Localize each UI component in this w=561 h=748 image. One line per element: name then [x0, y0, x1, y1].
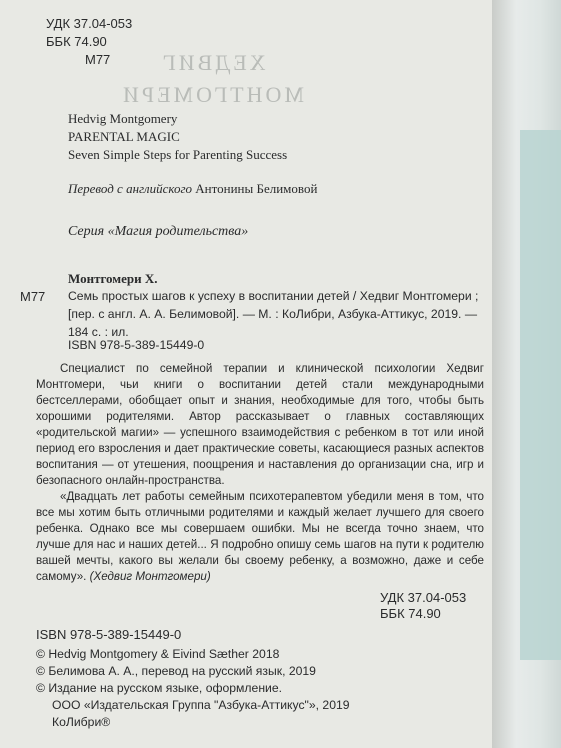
bib-author: Монтгомери Х. [68, 271, 158, 286]
annotation-paragraph: Специалист по семейной терапии и клинической психологии Хедвиг Монтгомери, чьи книги о воспитании детей стали международными бестселлерами, обобщает опыт и знания, необходимые для того, чтобы быть хорошими родителями. Автор рассказывает о главных составляющих «родительской магии» — успешного взаимодействия с ребенком в тот или иной период его взросления и дает практические советы, касающиеся разных аспектов воспитания — от утешения, поощрения и наставления до организации сна, игр и безопасного онлайн-пространства. [36, 362, 484, 487]
udk-code: УДК 37.04-053 [46, 16, 133, 31]
original-title: PARENTAL MAGIC [68, 129, 180, 144]
quote-signature: (Хедвиг Монтгомери) [89, 570, 211, 583]
show-through-text: ХЕДВИГ [160, 50, 266, 75]
copyright-line: КоЛибри® [52, 715, 111, 729]
bib-isbn: ISBN 978-5-389-15449-0 [68, 338, 205, 352]
udk-code-bottom: УДК 37.04-053 [380, 590, 467, 605]
series-title: Серия «Магия родительства» [68, 224, 249, 239]
show-through-text: МОНТГОМЕРИ [120, 82, 304, 107]
quote-paragraph [36, 489, 484, 585]
next-page-accent [520, 130, 561, 660]
bib-line: Семь простых шагов к успеху в воспитании детей / Хедвиг Монтгомери ; [68, 289, 479, 303]
bbk-code: ББК 74.90 [46, 34, 107, 49]
copyright-line: ООО «Издательская Группа "Азбука-Аттикус"», 2019 [52, 698, 350, 712]
original-author: Hedvig Montgomery [68, 111, 178, 126]
bib-line: 184 с. : ил. [68, 325, 129, 339]
isbn-bottom: ISBN 978-5-389-15449-0 [36, 627, 182, 642]
bib-line: [пер. с англ. А. А. Белимовой]. — М. : КоЛибри, Азбука-Аттикус, 2019. — [68, 307, 478, 321]
quote-text: «Двадцать лет работы семейным психотерапевтом убедили меня в том, что все мы хотим быть отличными родителями и каждый желает лучшего для своего ребенка. Однако все мы совершаем ошибки. Мы не всегда точно знаем, что лучше для нас и наших детей... Я подробно опишу семь шагов на пути к родителю вашей мечты, какого вы желали бы своему ребенку, а возможно, даже и себе самому». [36, 490, 484, 583]
original-subtitle: Seven Simple Steps for Parenting Success [68, 147, 288, 162]
copyright-line: © Издание на русском языке, оформление. [36, 681, 283, 695]
bbk-code-bottom: ББК 74.90 [380, 606, 441, 621]
translator-line [68, 180, 317, 197]
copyright-line: © Hedvig Montgomery & Eivind Sæther 2018 [36, 647, 280, 661]
translator-prefix: Перевод с английского [68, 181, 193, 196]
copyright-line: © Белимова А. А., перевод на русский язык, 2019 [36, 664, 316, 678]
author-mark: М77 [85, 52, 111, 67]
bib-margin-code: М77 [20, 289, 46, 304]
translator-name: Антонины Белимовой [195, 181, 318, 196]
